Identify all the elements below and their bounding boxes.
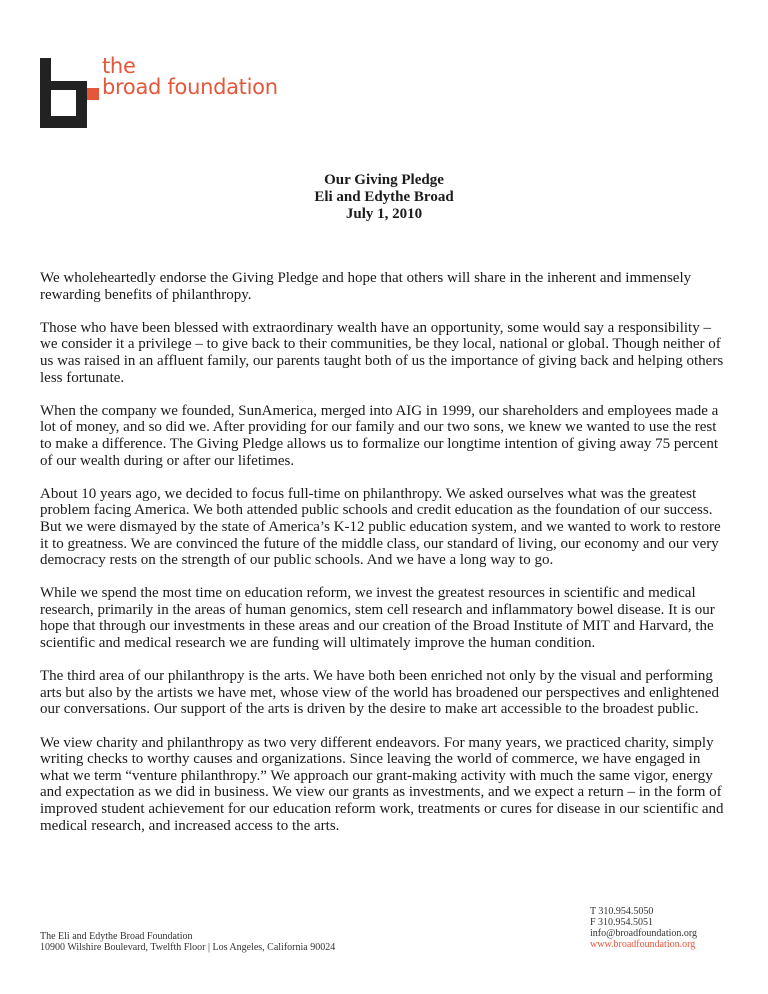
- logo-wordmark: [102, 56, 278, 98]
- footer-phone: T 310.954.5050: [590, 906, 654, 917]
- logo-line-2: broad foundation: [102, 75, 278, 99]
- footer-website-link[interactable]: www.broadfoundation.org: [590, 939, 696, 950]
- paragraph: When the company we founded, SunAmerica, merged into AIG in 1999, our shareholders and employees made a lot of money, and so did we. After providing for our family and our two sons, we knew we wanted to use the rest to make a difference. The Giving Pledge allows us to formalize our longtime intention of giving away 75 percent of our wealth during or after our lifetimes.: [40, 402, 719, 469]
- footer-email[interactable]: info@broadfoundation.org: [590, 928, 698, 939]
- letter-body: [40, 270, 730, 851]
- paragraph: About 10 years ago, we decided to focus full-time on philanthropy. We asked ourselves what was the greatest problem facing America. We both attended public schools and credit education as the foundation of our success. But we were dismayed by the state of America’s K-12 public education system, and we wanted to work to restore it to greatness. We are convinced the future of the middle class, our standard of living, our economy and our very democracy rests on the strength of our public schools. And we have a long way to go.: [40, 485, 721, 569]
- paragraph: Those who have been blessed with extraordinary wealth have an opportunity, some would say a responsibility – we consider it a privilege – to give back to their communities, be they local, national or global. Though neither of us was raised in an affluent family, our parents taught both of us the importance of giving back and helping others less fortunate.: [40, 319, 724, 386]
- footer-org-name: The Eli and Edythe Broad Foundation: [40, 931, 193, 942]
- paragraph: We view charity and philanthropy as two very different endeavors. For many years, we practiced charity, simply writing checks to worthy causes and organizations. Since leaving the world of commerce, we have engaged in what we term “venture philanthropy.” We approach our grant-making activity with much the same vigor, energy and expectation as we did in business. We view our grants as investments, and we expect a return – in the form of improved student achievement for our education reform work, treatments or cures for disease in our scientific and medical research, and increased access to the arts.: [40, 734, 724, 834]
- heading-date: July 1, 2010: [345, 206, 423, 222]
- footer-address-block: [40, 931, 335, 953]
- footer-fax: F 310.954.5051: [590, 917, 654, 928]
- paragraph: The third area of our philanthropy is the arts. We have both been enriched not only by the visual and performing arts but also by the artists we have met, whose view of the world has broadened our perspectives and enlightened our conversations. Our support of the arts is driven by the desire to make art accessible to the broadest public.: [40, 668, 719, 718]
- logo-line-1: the: [102, 54, 136, 78]
- heading-authors: Eli and Edythe Broad: [314, 189, 454, 205]
- footer-contact-block: [590, 906, 697, 950]
- paragraph: We wholeheartedly endorse the Giving Pledge and hope that others will share in the inherent and immensely rewarding benefits of philanthropy.: [40, 270, 692, 303]
- footer-address: 10900 Wilshire Boulevard, Twelfth Floor | Los Angeles, California 90024: [40, 942, 336, 953]
- broad-foundation-logo: [40, 54, 278, 128]
- paragraph: While we spend the most time on education reform, we invest the greatest resources in scientific and medical research, primarily in the areas of human genomics, stem cell research and inflammatory bowel disease. It is our hope that through our investments in these areas and our creation of the Broad Institute of MIT and Harvard, the scientific and medical research we are funding will ultimately improve the human condition.: [40, 585, 715, 652]
- broad-logo-mark-icon: [40, 58, 100, 128]
- letter-heading: [0, 172, 768, 223]
- heading-title: Our Giving Pledge: [324, 172, 444, 188]
